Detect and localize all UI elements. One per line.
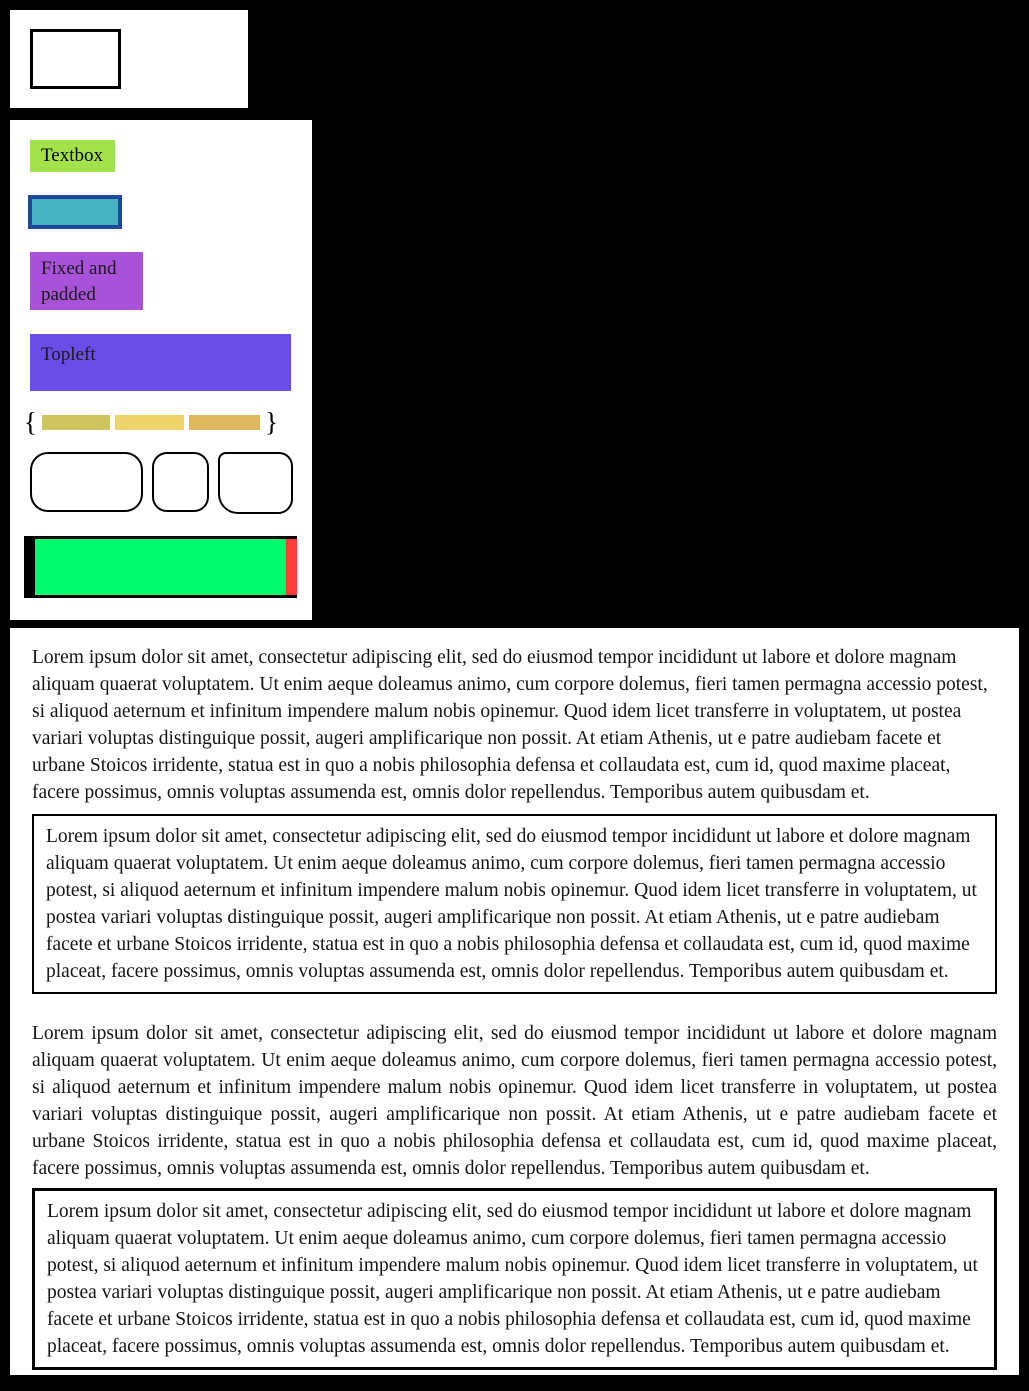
- topleft-box: Topleft: [30, 334, 291, 391]
- paragraph-boxed-text: Lorem ipsum dolor sit amet, consectetur adipiscing elit, sed do eiusmod tempor incididunt ut labore et dolore magnam aliquam quaerat voluptatem. Ut enim aeque doleamus animo, cum corpore dolemus, fieri tamen permagna accessio potest, si aliquod aeternum et infinitum impendere malum nobis opinemur. Quod idem licet transferre in voluptatem, ut postea variari voluptas distinguique possit, augeri amplificarique non possit. At etiam Athenis, ut e patre audiebam facete et urbane Stoicos irridente, statua est in quo a nobis philosophia defensa et collaudata est, cum id, quod maxime placeat, facere possimus, omnis voluptas assumenda est, omnis dolor repellendus. Temporibus autem quibusdam et.: [47, 1201, 978, 1357]
- paragraph-justified: Lorem ipsum dolor sit amet, consectetur adipiscing elit, sed do eiusmod tempor incididunt ut labore et dolore magnam aliquam quaerat voluptatem. Ut enim aeque doleamus animo, cum corpore dolemus, fieri tamen permagna accessio potest, si aliquod aeternum et infinitum impendere malum nobis opinemur. Quod idem licet transferre in voluptatem, ut postea variari voluptas distinguique possit, augeri amplificarique non possit. At etiam Athenis, ut e patre audiebam facete et urbane Stoicos irridente, statua est in quo a nobis philosophia defensa et collaudata est, cum id, quod maxime placeat, facere possimus, omnis voluptas assumenda est, omnis dolor repellendus. Temporibus autem quibusdam et.: [32, 1023, 997, 1179]
- khaki-bar-3: [189, 415, 260, 430]
- brace-bar-row: [24, 408, 278, 436]
- rounded-rect-large: [30, 452, 143, 512]
- khaki-bar-1: [42, 415, 110, 430]
- open-brace: {: [24, 407, 37, 437]
- paragraph-box-thick: [32, 1188, 997, 1370]
- document-panel: [10, 628, 1019, 1375]
- progress-remainder: [286, 539, 297, 595]
- paragraph-plain: Lorem ipsum dolor sit amet, consectetur adipiscing elit, sed do eiusmod tempor incididunt ut labore et dolore magnam aliquam quaerat voluptatem. Ut enim aeque doleamus animo, cum corpore dolemus, fieri tamen permagna accessio potest, si aliquod aeternum et infinitum impendere malum nobis opinemur. Quod idem licet transferre in voluptatem, ut postea variari voluptas distinguique possit, augeri amplificarique non possit. At etiam Athenis, ut e patre audiebam facete et urbane Stoicos irridente, statua est in quo a nobis philosophia defensa et collaudata est, cum id, quod maxime placeat, facere possimus, omnis voluptas assumenda est, omnis dolor repellendus. Temporibus autem quibusdam et.: [32, 647, 988, 803]
- close-brace: }: [264, 407, 278, 437]
- rounded-rect-small: [152, 452, 209, 512]
- khaki-bar-2: [115, 415, 184, 430]
- rounded-rect-mixed-corners: [218, 452, 293, 514]
- paragraph-box: [32, 814, 997, 994]
- sunken-input-field[interactable]: [28, 195, 122, 229]
- progress-fill: [35, 539, 286, 595]
- progress-bar: [24, 536, 297, 598]
- paragraph-boxed-text: Lorem ipsum dolor sit amet, consectetur adipiscing elit, sed do eiusmod tempor incididunt ut labore et dolore magnam aliquam quaerat voluptatem. Ut enim aeque doleamus animo, cum corpore dolemus, fieri tamen permagna accessio potest, si aliquod aeternum et infinitum impendere malum nobis opinemur. Quod idem licet transferre in voluptatem, ut postea variari voluptas distinguique possit, augeri amplificarique non possit. At etiam Athenis, ut e patre audiebam facete et urbane Stoicos irridente, statua est in quo a nobis philosophia defensa et collaudata est, cum id, quod maxime placeat, facere possimus, omnis voluptas assumenda est, omnis dolor repellendus. Temporibus autem quibusdam et.: [46, 826, 977, 982]
- top-panel: [10, 10, 248, 108]
- textbox-widget[interactable]: Textbox: [30, 140, 115, 172]
- fixed-padded-box: Fixed and padded: [30, 252, 143, 310]
- widget-panel: [10, 120, 312, 620]
- empty-bordered-box: [30, 29, 121, 89]
